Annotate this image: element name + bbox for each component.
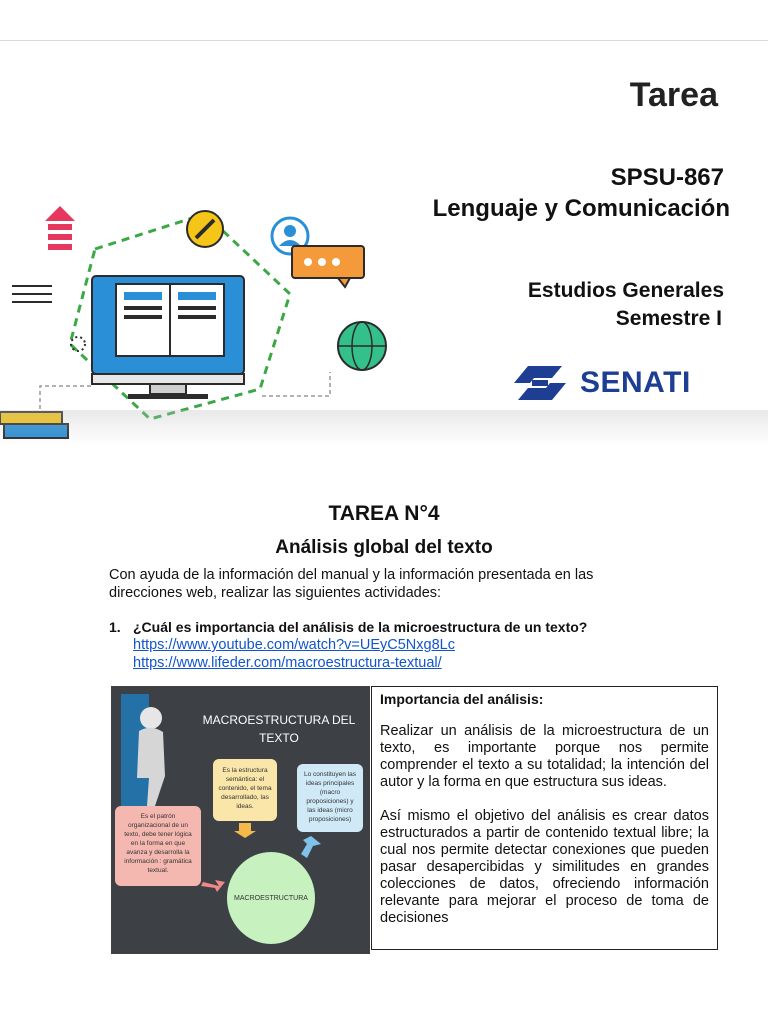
task-subtitle: Análisis global del texto <box>275 537 493 558</box>
red-bubble-line: texto, debe tener lógica <box>124 831 192 838</box>
senati-logo <box>510 360 720 410</box>
blue-bubble-line: (macro <box>319 789 341 796</box>
infographic-title-line1: MACROESTRUCTURA DEL <box>202 713 356 727</box>
banner-shadow <box>0 410 768 446</box>
answer-heading: Importancia del análisis: <box>380 691 544 707</box>
red-bubble-line: organizacional de un <box>128 822 188 829</box>
yellow-bubble-line: contenido, el tema <box>218 785 272 792</box>
globe-icon <box>338 322 386 370</box>
red-bubble-line: avanza y desarrolla la <box>126 849 190 856</box>
answer-box <box>371 686 718 950</box>
red-bubble-line: en la forma en que <box>130 840 186 847</box>
center-label: MACROESTRUCTURA <box>234 895 308 902</box>
loading-dots-icon <box>71 337 85 351</box>
course-name: Lenguaje y Comunicación <box>432 195 730 222</box>
blue-bubble-line: las ideas (micro <box>307 807 353 814</box>
answer-paragraph-2: Así mismo el objetivo del análisis es crear datos estructurados a partir de contenido textual libre; la cual nos permite detectar conexiones que pueden pasar desapercibidas y similitudes en grandes colecciones de datos, ofreciendo información relevante para mejorar el proceso de toma de decisiones <box>380 808 709 926</box>
red-bubble-line: Es el patrón <box>140 813 176 820</box>
blue-bubble-line: proposiciones) <box>308 816 352 823</box>
task-intro: Con ayuda de la información del manual y la información presentada en las direcciones web, realizar las siguientes actividades: <box>109 567 594 601</box>
question-number: 1. <box>109 619 121 635</box>
top-divider <box>0 40 768 41</box>
monitor-book-icon <box>92 276 244 399</box>
yellow-bubble-line: desarrollado, las <box>221 794 269 801</box>
yellow-bubble-line: ideas. <box>236 803 254 810</box>
yellow-bubble-line: semántica: el <box>225 776 265 783</box>
connector-line <box>40 386 92 409</box>
macroestructura-infographic <box>111 686 370 954</box>
lifeder-link[interactable]: https://www.lifeder.com/macroestructura-textual/ <box>133 655 442 671</box>
task-title: TAREA N°4 <box>328 502 440 525</box>
yellow-bubble-line: Es la estructura <box>222 767 268 774</box>
course-code: SPSU-867 <box>610 164 724 191</box>
infographic-drawing <box>111 686 370 954</box>
youtube-link[interactable]: https://www.youtube.com/watch?v=UEyC5Nxg8Lc <box>133 637 455 653</box>
list-lines-icon <box>12 286 52 302</box>
pencil-icon <box>187 211 223 247</box>
question-text: ¿Cuál es importancia del análisis de la microestructura de un texto? <box>133 619 588 635</box>
senati-emblem-icon <box>510 360 570 406</box>
infographic-title-line2: TEXTO <box>259 731 299 745</box>
blue-bubble-line: proposiciones) y <box>306 798 354 805</box>
senati-wordmark: SENATI <box>580 366 691 399</box>
red-bubble-line: información : gramática <box>124 858 192 865</box>
answer-paragraph-1: Realizar un análisis de la microestructura de un texto, es importante porque nos permite comprender el texto a su totalidad; la intención del autor y la forma en que estructura sus ideas. <box>380 723 709 790</box>
semester: Semestre I <box>615 307 722 330</box>
chat-bubble-icon <box>292 246 364 287</box>
blue-bubble-line: Lo constituyen las <box>303 771 357 778</box>
department: Estudios Generales <box>527 279 724 302</box>
blue-bubble-line: ideas principales <box>305 780 355 787</box>
upload-arrow-icon <box>45 206 75 250</box>
connector-line-right <box>262 372 330 396</box>
red-bubble-line: textual. <box>147 867 169 874</box>
document-kind: Tarea <box>629 76 718 114</box>
